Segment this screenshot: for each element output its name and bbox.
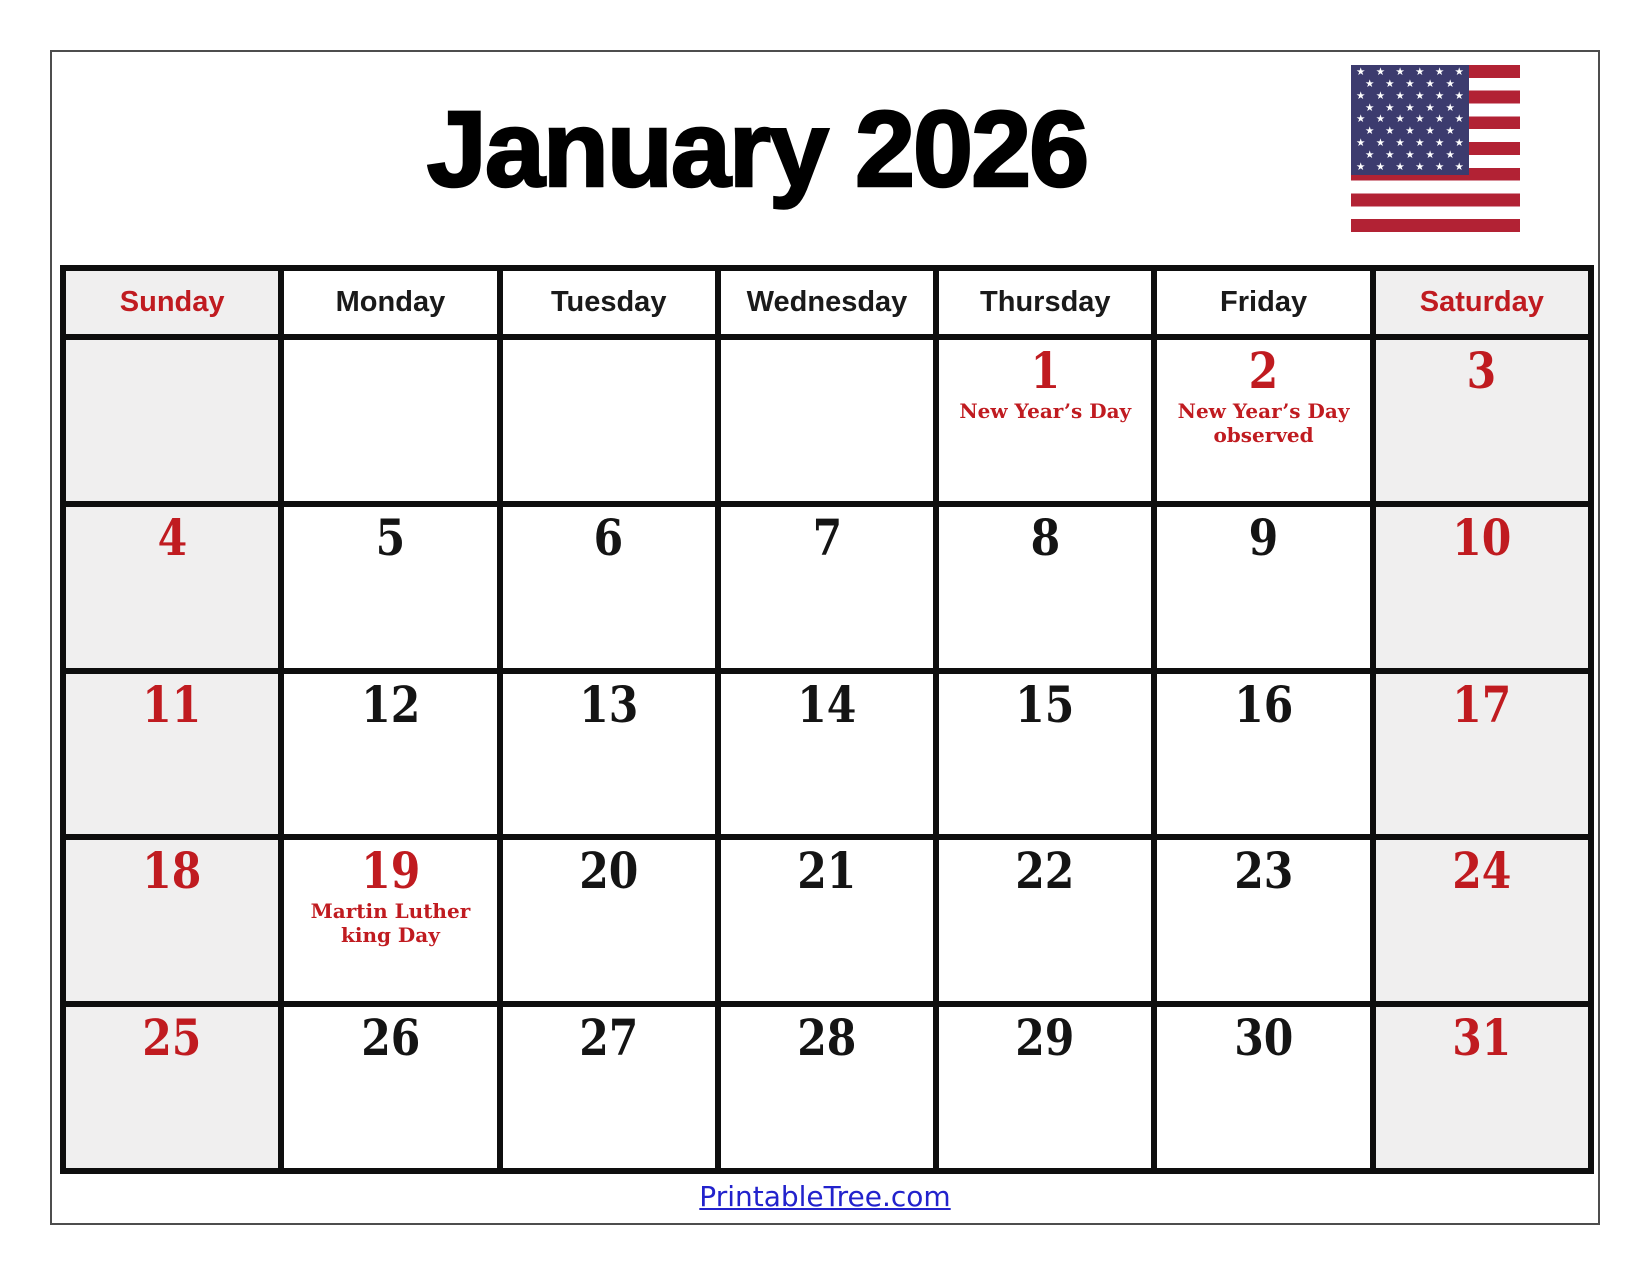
holiday-label: New Year’s Day observed <box>1177 398 1350 447</box>
weekday-header-thursday: Thursday <box>936 268 1154 337</box>
star-row: ★ ★ ★ ★ ★ ★ <box>1356 113 1464 126</box>
star-row: ★ ★ ★ ★ ★ <box>1365 149 1455 161</box>
day-number: 27 <box>579 1008 639 1068</box>
day-number: 9 <box>1248 507 1279 567</box>
day-cell-13 <box>500 671 718 838</box>
day-cell-16 <box>1154 671 1372 838</box>
weekday-header-monday: Monday <box>281 268 499 337</box>
day-cell-8 <box>936 504 1154 671</box>
day-number: 14 <box>797 674 857 734</box>
star-row: ★ ★ ★ ★ ★ <box>1365 101 1455 114</box>
weekday-header-tuesday: Tuesday <box>500 268 718 337</box>
day-number: 4 <box>157 507 187 567</box>
weekday-header-sunday: Sunday <box>63 268 281 337</box>
day-number: 2 <box>1248 341 1279 400</box>
calendar-page <box>50 50 1600 1225</box>
day-cell-21 <box>718 837 936 1004</box>
footer <box>52 1180 1598 1213</box>
day-cell-24 <box>1373 837 1591 1004</box>
day-number: 3 <box>1467 341 1497 400</box>
day-cell-empty <box>500 337 718 504</box>
page-title: January 2026 <box>426 88 1088 209</box>
day-number: 7 <box>812 507 842 567</box>
day-cell-11 <box>63 671 281 838</box>
day-cell-22 <box>936 837 1154 1004</box>
day-cell-empty <box>718 337 936 504</box>
day-number: 12 <box>360 674 420 734</box>
day-cell-4 <box>63 504 281 671</box>
day-number: 18 <box>142 841 202 901</box>
day-number: 13 <box>579 674 639 734</box>
weekday-header-wednesday: Wednesday <box>718 268 936 337</box>
day-cell-26 <box>281 1004 499 1171</box>
day-number: 11 <box>142 674 202 734</box>
day-cell-12 <box>281 671 499 838</box>
day-number: 28 <box>797 1008 857 1068</box>
day-cell-28 <box>718 1004 936 1171</box>
holiday-label: Martin Luther king Day <box>310 898 471 947</box>
calendar-grid <box>60 265 1594 1174</box>
star-row: ★ ★ ★ ★ ★ <box>1365 125 1455 138</box>
day-number: 19 <box>360 841 420 901</box>
us-flag-canton <box>1351 65 1469 175</box>
day-number: 30 <box>1233 1008 1294 1068</box>
star-row: ★ ★ ★ ★ ★ ★ <box>1356 65 1464 78</box>
holiday-label: New Year’s Day <box>959 398 1132 423</box>
day-cell-27 <box>500 1004 718 1171</box>
day-number: 15 <box>1015 674 1075 734</box>
day-cell-1 <box>936 337 1154 504</box>
day-number: 20 <box>579 841 639 901</box>
weekday-header-friday: Friday <box>1154 268 1372 337</box>
day-number: 5 <box>375 507 406 567</box>
day-cell-25 <box>63 1004 281 1171</box>
weekday-header-saturday: Saturday <box>1373 268 1591 337</box>
star-row: ★ ★ ★ ★ ★ ★ <box>1356 160 1464 173</box>
day-number: 29 <box>1015 1008 1075 1068</box>
day-number: 31 <box>1452 1008 1512 1068</box>
day-number: 25 <box>142 1008 202 1068</box>
day-cell-18 <box>63 837 281 1004</box>
star-row: ★ ★ ★ ★ ★ <box>1365 77 1455 90</box>
day-cell-29 <box>936 1004 1154 1171</box>
day-cell-10 <box>1373 504 1591 671</box>
day-number: 10 <box>1452 507 1512 567</box>
day-number: 23 <box>1233 841 1294 901</box>
footer-link[interactable]: PrintableTree.com <box>699 1180 951 1213</box>
day-cell-3 <box>1373 337 1591 504</box>
day-cell-30 <box>1154 1004 1372 1171</box>
day-cell-5 <box>281 504 499 671</box>
day-cell-19 <box>281 837 499 1004</box>
star-row: ★ ★ ★ ★ ★ ★ <box>1356 89 1464 102</box>
day-number: 16 <box>1233 674 1294 734</box>
day-number: 8 <box>1030 507 1061 567</box>
day-number: 6 <box>593 507 624 567</box>
day-cell-empty <box>63 337 281 504</box>
day-cell-31 <box>1373 1004 1591 1171</box>
day-cell-7 <box>718 504 936 671</box>
day-number: 17 <box>1452 674 1512 734</box>
day-cell-6 <box>500 504 718 671</box>
day-cell-15 <box>936 671 1154 838</box>
day-cell-empty <box>281 337 499 504</box>
day-number: 21 <box>797 841 857 901</box>
day-cell-17 <box>1373 671 1591 838</box>
day-number: 26 <box>360 1008 420 1068</box>
day-cell-2 <box>1154 337 1372 504</box>
star-row: ★ ★ ★ ★ ★ ★ <box>1356 137 1464 150</box>
day-number: 24 <box>1452 841 1512 901</box>
day-cell-20 <box>500 837 718 1004</box>
day-number: 1 <box>1030 341 1061 400</box>
day-number: 22 <box>1015 841 1075 901</box>
us-flag-icon <box>1351 65 1520 232</box>
day-cell-14 <box>718 671 936 838</box>
day-cell-23 <box>1154 837 1372 1004</box>
day-cell-9 <box>1154 504 1372 671</box>
